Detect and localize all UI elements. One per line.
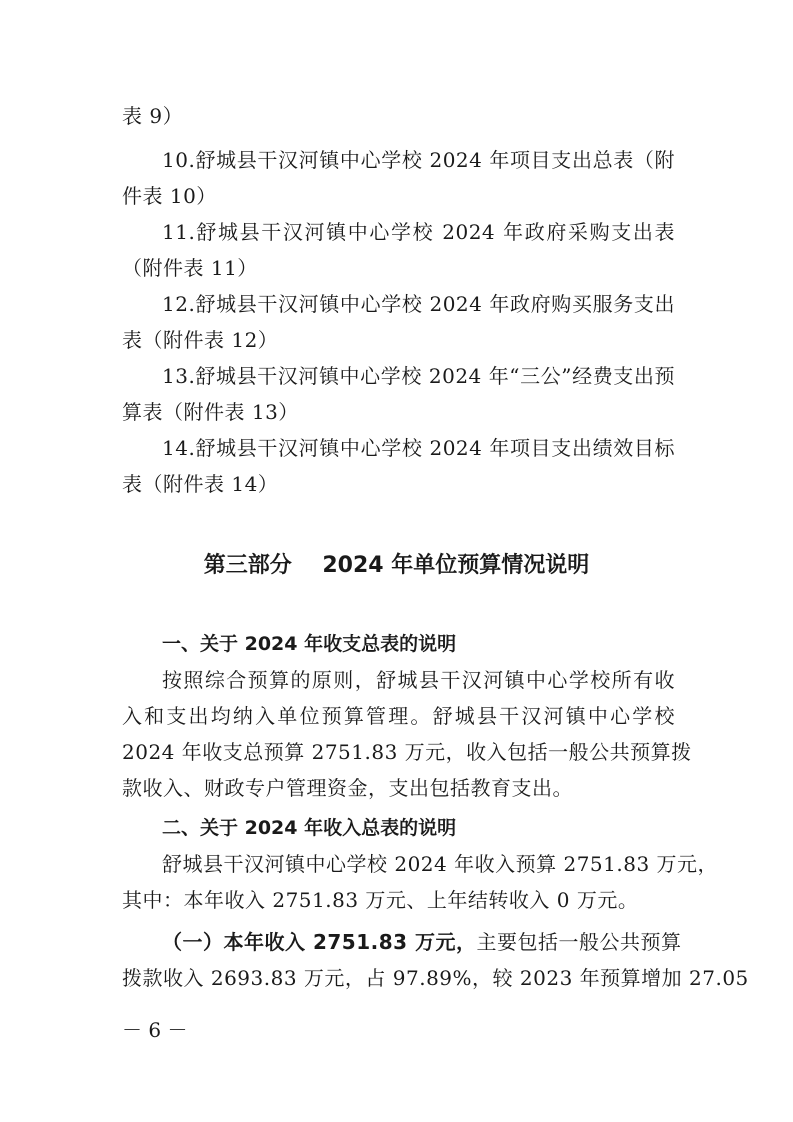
section-2-heading: 二、关于 2024 年收入总表的说明 bbox=[162, 817, 457, 839]
list-item-12-line2: 表（附件表 12） bbox=[122, 328, 279, 352]
section-2-line-2: 其中：本年收入 2751.83 万元、上年结转收入 0 万元。 bbox=[122, 888, 639, 912]
list-item-12-line1: 12.舒城县干汉河镇中心学校 2024 年政府购买服务支出 bbox=[162, 292, 675, 316]
subpara-rest: 主要包括一般公共预算 bbox=[476, 930, 682, 954]
list-item-13-line1: 13.舒城县干汉河镇中心学校 2024 年“三公”经费支出预 bbox=[162, 364, 675, 388]
list-item-11-line2: （附件表 11） bbox=[122, 256, 258, 280]
section-1-line-4: 款收入、财政专户管理资金，支出包括教育支出。 bbox=[122, 776, 573, 800]
section-2-subpara-line-2: 拨款收入 2693.83 万元，占 97.89%，较 2023 年预算增加 27.05 bbox=[122, 966, 749, 990]
section-1-heading: 一、关于 2024 年收支总表的说明 bbox=[162, 633, 457, 655]
section-1-line-2: 入和支出均纳入单位预算管理。舒城县干汉河镇中心学校 bbox=[122, 704, 675, 728]
list-item-10-line1: 10.舒城县干汉河镇中心学校 2024 年项目支出总表（附 bbox=[162, 148, 675, 172]
list-item-14-line2: 表（附件表 14） bbox=[122, 472, 279, 496]
section-2-subpara-line-1 bbox=[162, 924, 682, 960]
list-item-13-line2: 算表（附件表 13） bbox=[122, 400, 299, 424]
section-2-line-1: 舒城县干汉河镇中心学校 2024 年收入预算 2751.83 万元， bbox=[162, 852, 719, 876]
list-item-9-continuation: 表 9） bbox=[122, 104, 184, 128]
list-item-11-line1: 11.舒城县干汉河镇中心学校 2024 年政府采购支出表 bbox=[162, 220, 675, 244]
list-item-14-line1: 14.舒城县干汉河镇中心学校 2024 年项目支出绩效目标 bbox=[162, 436, 675, 460]
part-heading: 第三部分 2024 年单位预算情况说明 bbox=[203, 553, 590, 578]
list-item-10-line2: 件表 10） bbox=[122, 184, 217, 208]
section-1-line-3: 2024 年收支总预算 2751.83 万元，收入包括一般公共预算拨 bbox=[122, 740, 692, 764]
page-number: － 6 － bbox=[122, 1018, 188, 1042]
subpara-bold-lead: （一）本年收入 2751.83 万元， bbox=[162, 930, 477, 954]
section-1-line-1: 按照综合预算的原则，舒城县干汉河镇中心学校所有收 bbox=[162, 668, 675, 692]
